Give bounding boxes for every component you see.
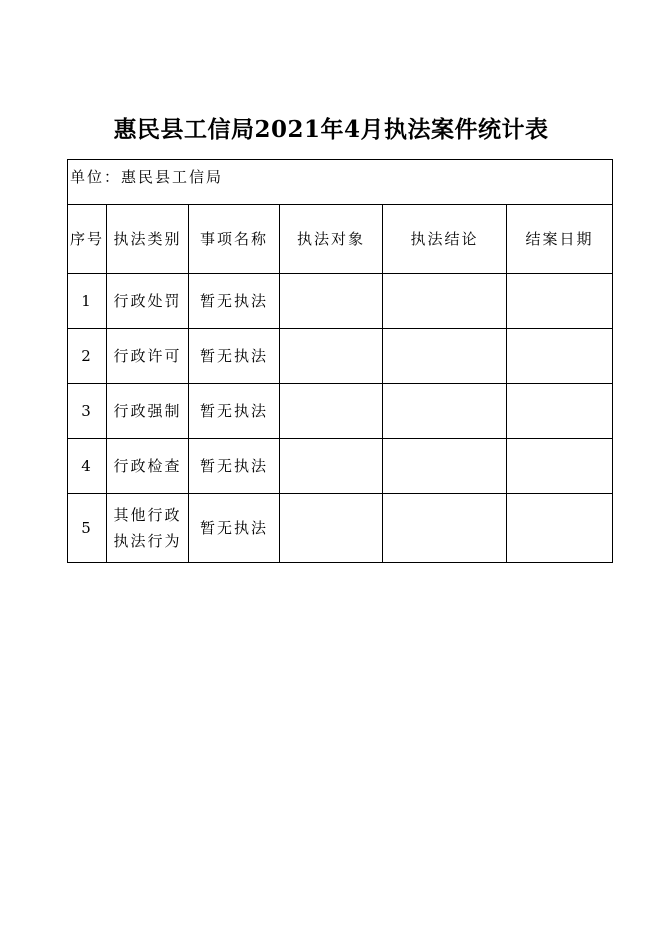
row-target bbox=[280, 439, 383, 494]
row-conclusion bbox=[383, 274, 507, 329]
row-category bbox=[107, 494, 189, 563]
row-category: 行政强制 bbox=[107, 384, 189, 439]
table-row bbox=[68, 439, 613, 494]
row-item-name: 暂无执法 bbox=[189, 274, 280, 329]
row-conclusion bbox=[383, 494, 507, 563]
row-serial-number: 4 bbox=[68, 439, 107, 494]
table-row bbox=[68, 494, 613, 563]
enforcement-statistics-table bbox=[67, 159, 613, 563]
row-item-name: 暂无执法 bbox=[189, 329, 280, 384]
row-target bbox=[280, 329, 383, 384]
header-enforcement-category: 执法类别 bbox=[107, 205, 189, 274]
row-close-date bbox=[507, 329, 613, 384]
header-enforcement-conclusion: 执法结论 bbox=[383, 205, 507, 274]
row-target bbox=[280, 384, 383, 439]
table-row bbox=[68, 329, 613, 384]
header-serial-number: 序号 bbox=[68, 205, 107, 274]
row-item-name: 暂无执法 bbox=[189, 494, 280, 563]
row-close-date bbox=[507, 384, 613, 439]
unit-row bbox=[68, 160, 613, 205]
row-category-line-2: 执法行为 bbox=[113, 532, 182, 550]
document-title: 惠民县工信局2021年4月执法案件统计表 bbox=[113, 116, 549, 143]
row-target bbox=[280, 274, 383, 329]
row-target bbox=[280, 494, 383, 563]
row-conclusion bbox=[383, 329, 507, 384]
header-enforcement-target: 执法对象 bbox=[280, 205, 383, 274]
row-category-line-1: 其他行政 bbox=[113, 506, 182, 524]
header-item-name: 事项名称 bbox=[189, 205, 280, 274]
row-category: 行政检查 bbox=[107, 439, 189, 494]
table-row bbox=[68, 384, 613, 439]
header-closing-date: 结案日期 bbox=[507, 205, 613, 274]
row-item-name: 暂无执法 bbox=[189, 439, 280, 494]
table-header-row bbox=[68, 205, 613, 274]
row-close-date bbox=[507, 494, 613, 563]
row-serial-number: 3 bbox=[68, 384, 107, 439]
unit-label: 单位：惠民县工信局 bbox=[68, 160, 613, 205]
row-serial-number: 5 bbox=[68, 494, 107, 563]
row-close-date bbox=[507, 439, 613, 494]
row-close-date bbox=[507, 274, 613, 329]
table-row bbox=[68, 274, 613, 329]
row-category: 行政处罚 bbox=[107, 274, 189, 329]
row-serial-number: 2 bbox=[68, 329, 107, 384]
row-item-name: 暂无执法 bbox=[189, 384, 280, 439]
row-category: 行政许可 bbox=[107, 329, 189, 384]
row-serial-number: 1 bbox=[68, 274, 107, 329]
row-conclusion bbox=[383, 439, 507, 494]
row-conclusion bbox=[383, 384, 507, 439]
